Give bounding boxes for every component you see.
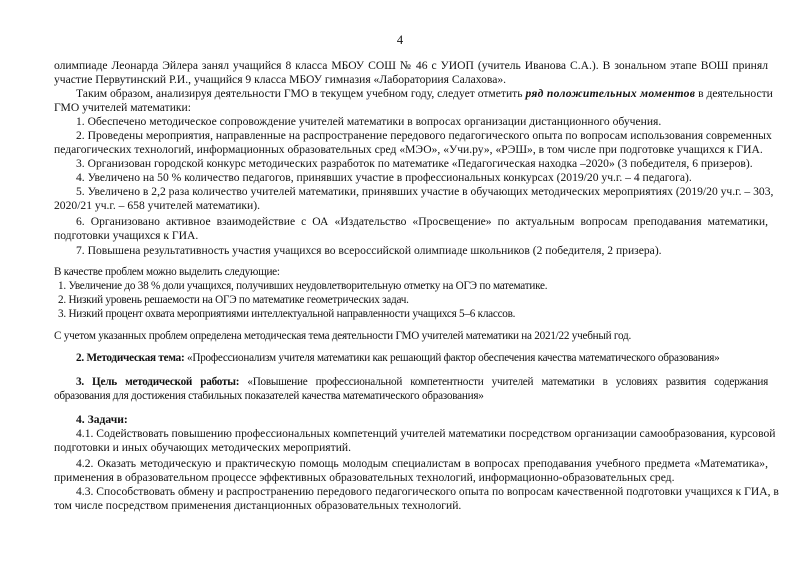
positive-item-2: 2. Проведены мероприятия, направленные на распространение передового педагогического опыта по вопросам использования современных	[76, 129, 772, 142]
methodical-theme: 2. Методическая тема: «Профессионализм учителя математики как решающий фактор обеспечения качества математического образования»	[76, 352, 720, 364]
positive-item-6-cont: подготовки учащихся к ГИА.	[54, 229, 199, 242]
summary-line-2: ГМО учителей математики:	[54, 101, 191, 114]
goal-line-1: 3. Цель методической работы: «Повышение профессиональной компетентности учителей математики в условиях развития содержания	[76, 376, 768, 388]
intro-line-2: участие Первутинский Р.И., учащийся 9 класса МБОУ гимназия «Лабораториия Салахова».	[54, 73, 507, 86]
task-item-3-cont: том числе посредством применения дистанционных образовательных технологий.	[54, 499, 462, 512]
task-item-2: 4.2. Оказать методическую и практическую помощь молодым специалистам в вопросах преподавания учебного предмета «Математика»,	[76, 457, 768, 470]
task-item-2-cont: применения в образовательном процессе эффективных образовательных технологий, информационно-образовательных сред.	[54, 471, 675, 484]
positive-item-1: 1. Обеспечено методическое сопровождение учителей математики в вопросах организации дистанционного обучения.	[76, 115, 662, 128]
intro-line-1: олимпиаде Леонарда Эйлера занял учащийся 8 класса МБОУ СОШ № 46 с УИОП (учитель Иванова С.А.). В зональном этапе ВОШ принял	[54, 59, 768, 72]
problem-item-1: 1. Увеличение до 38 % доли учащихся, получивших неудовлетворительную отметку на ОГЭ по математике.	[58, 280, 548, 292]
positive-item-5: 5. Увеличено в 2,2 раза количество учителей математики, принявших участие в обучающих методических мероприятиях (2019/20 уч.г. – 303,	[76, 185, 774, 198]
positive-item-2-cont: педагогических технологий, информационных образовательных сред «МЭО», «Учи.ру», «РЭШ», в том числе при подготовке учащихся к ГИА.	[54, 143, 763, 156]
goal-line-2: образования для достижения стабильных показателей качества математического образования»	[54, 390, 484, 402]
positive-item-7: 7. Повышена результативность участия учащихся во всероссийской олимпиаде школьников (2 победителя, 2 призера).	[76, 244, 662, 257]
task-item-3: 4.3. Способствовать обмену и распространению передового педагогического опыта по вопросам качественной подготовки учащихся к ГИА, в	[76, 485, 779, 498]
problem-item-2: 2. Низкий уровень решаемости на ОГЭ по математике геометрических задач.	[58, 294, 409, 306]
task-item-1: 4.1. Содействовать повышению профессиональных компетенций учителей математики посредством организации самообразования, курсовой	[76, 427, 776, 440]
problems-heading: В качестве проблем можно выделить следующие:	[54, 266, 280, 278]
positive-item-3: 3. Организован городской конкурс методических разработок по математике «Педагогическая находка –2020» (3 победителя, 6 призеров).	[76, 157, 753, 170]
positive-item-4: 4. Увеличено на 50 % количество педагогов, принявших участие в профессиональных конкурсах (2019/20 уч.г. – 4 педагога).	[76, 171, 692, 184]
positive-item-5-cont: 2020/21 уч.г. – 658 учителей математики).	[54, 199, 261, 212]
problem-item-3: 3. Низкий процент охвата мероприятиями интеллектуальной направленности учащихся 5–6 классов.	[58, 308, 516, 320]
goal-label: 3. Цель методической работы:	[76, 376, 240, 388]
page-number: 4	[396, 33, 404, 47]
theme-label: 2. Методическая тема:	[76, 352, 185, 364]
task-item-1-cont: подготовки и иных обучающих методических мероприятий.	[54, 441, 352, 454]
summary-emphasis: ряд положительных моментов	[525, 87, 696, 100]
summary-line-1: Таким образом, анализируя деятельности ГМО в текущем учебном году, следует отметить ряд положительных моментов в деятельности	[76, 87, 773, 100]
conclusion-text: С учетом указанных проблем определена методическая тема деятельности ГМО учителей математики на 2021/22 учебный год.	[54, 330, 632, 342]
tasks-heading: 4. Задачи:	[76, 413, 128, 426]
positive-item-6: 6. Организовано активное взаимодействие с ОА «Издательство «Просвещение» по актуальным вопросам преподавания математики,	[76, 215, 768, 228]
